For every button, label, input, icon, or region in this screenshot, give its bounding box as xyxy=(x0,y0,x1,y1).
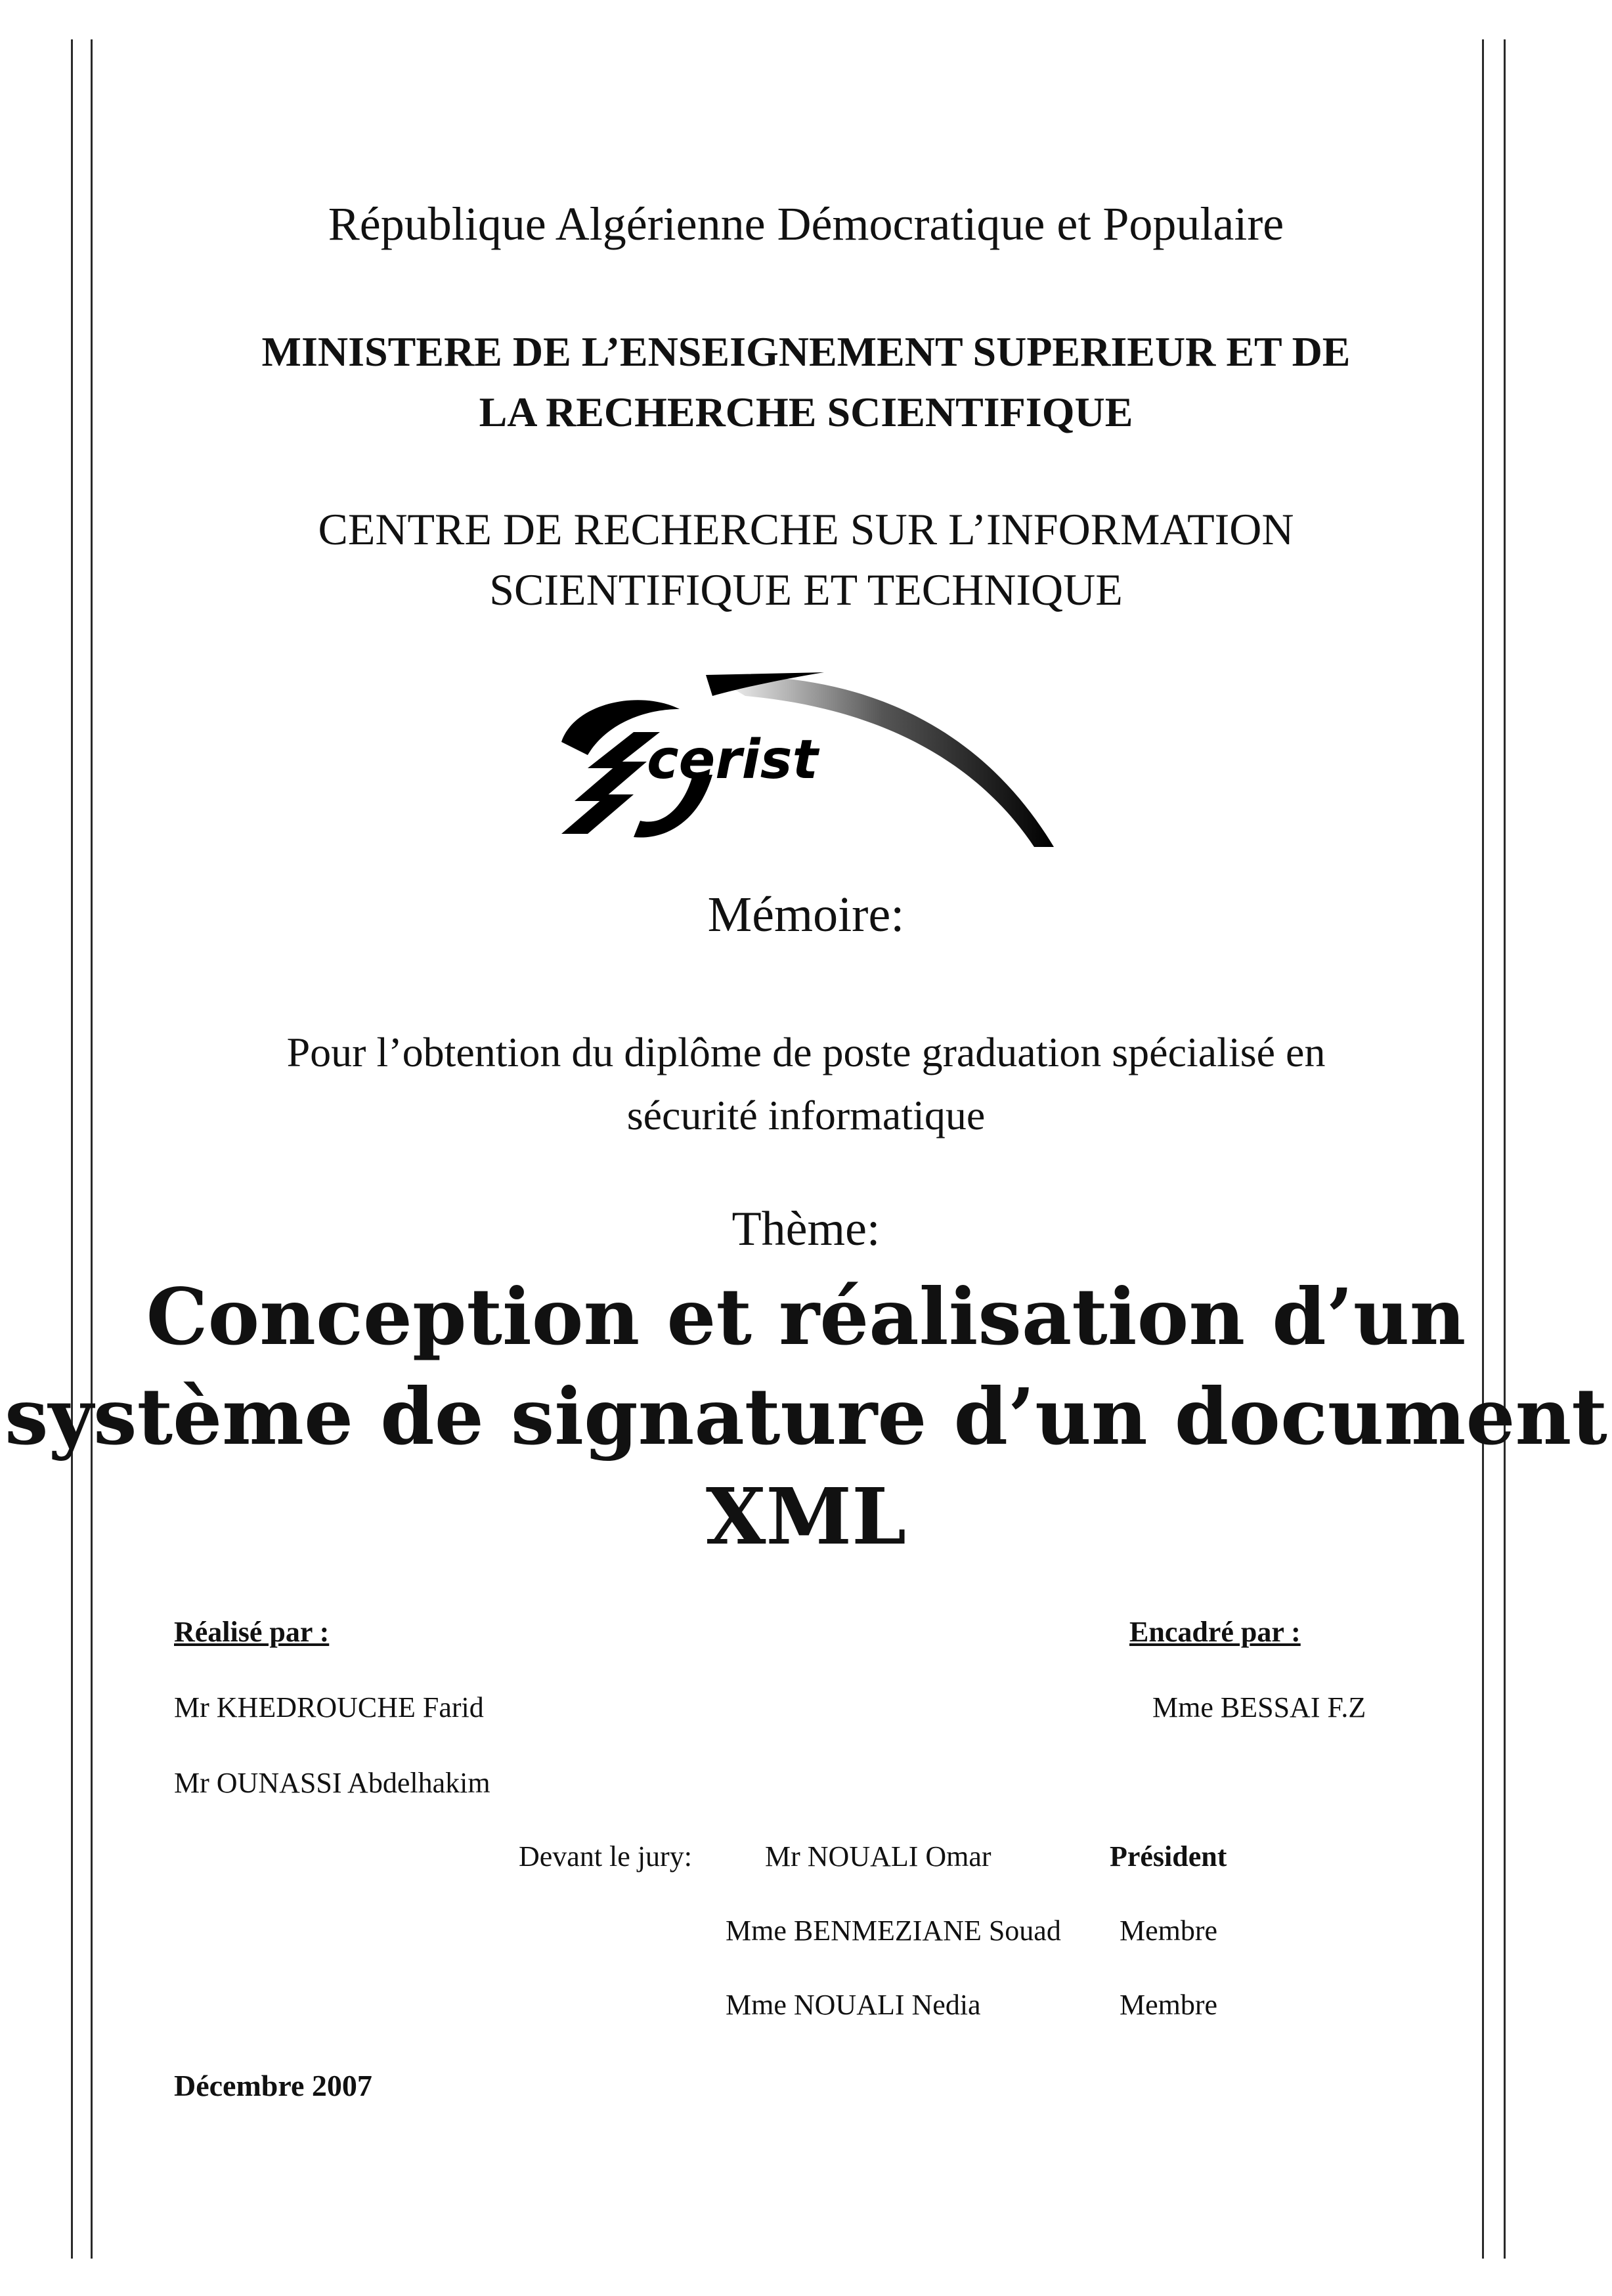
ministry-line-2: LA RECHERCHE SCIENTIFIQUE xyxy=(479,389,1133,435)
realise-par-label: Réalisé par : xyxy=(174,1616,330,1648)
jury-member-name: Mme NOUALI Nedia xyxy=(726,1989,981,2021)
title-line-2: système de signature d’un document xyxy=(5,1371,1607,1462)
purpose-line-2: sécurité informatique xyxy=(626,1092,986,1138)
jury-member-name: Mr NOUALI Omar xyxy=(765,1840,991,1873)
jury-member-role: Membre xyxy=(1120,1989,1218,2021)
encadre-par-label: Encadré par : xyxy=(1129,1616,1301,1648)
republic-heading: République Algérienne Démocratique et Populaire xyxy=(328,198,1284,250)
memoire-label: Mémoire: xyxy=(707,887,905,942)
thesis-title xyxy=(0,1267,1612,1567)
document-date: Décembre 2007 xyxy=(174,2069,372,2102)
title-line-3: XML xyxy=(705,1471,907,1562)
purpose-text xyxy=(0,1021,1612,1147)
cerist-logo-icon xyxy=(548,670,1060,860)
jury-member-role: Membre xyxy=(1120,1915,1218,1947)
supervisor-name: Mme BESSAI F.Z xyxy=(1152,1691,1366,1723)
purpose-line-1: Pour l’obtention du diplôme de poste graduation spécialisé en xyxy=(286,1029,1326,1075)
jury-member-name: Mme BENMEZIANE Souad xyxy=(726,1915,1061,1947)
theme-label: Thème: xyxy=(731,1202,881,1256)
ministry-heading xyxy=(0,322,1612,443)
jury-label: Devant le jury: xyxy=(519,1840,692,1873)
centre-heading xyxy=(0,499,1612,620)
centre-line-1: CENTRE DE RECHERCHE SUR L’INFORMATION xyxy=(318,504,1294,554)
ministry-line-1: MINISTERE DE L’ENSEIGNEMENT SUPERIEUR ET DE xyxy=(261,328,1351,375)
author-1: Mr KHEDROUCHE Farid xyxy=(174,1691,484,1723)
jury-member-role: Président xyxy=(1110,1840,1227,1873)
author-2: Mr OUNASSI Abdelhakim xyxy=(174,1767,490,1799)
centre-line-2: SCIENTIFIQUE ET TECHNIQUE xyxy=(489,565,1123,615)
title-line-1: Conception et réalisation d’un xyxy=(146,1271,1466,1362)
logo-text: cerist xyxy=(647,729,818,791)
